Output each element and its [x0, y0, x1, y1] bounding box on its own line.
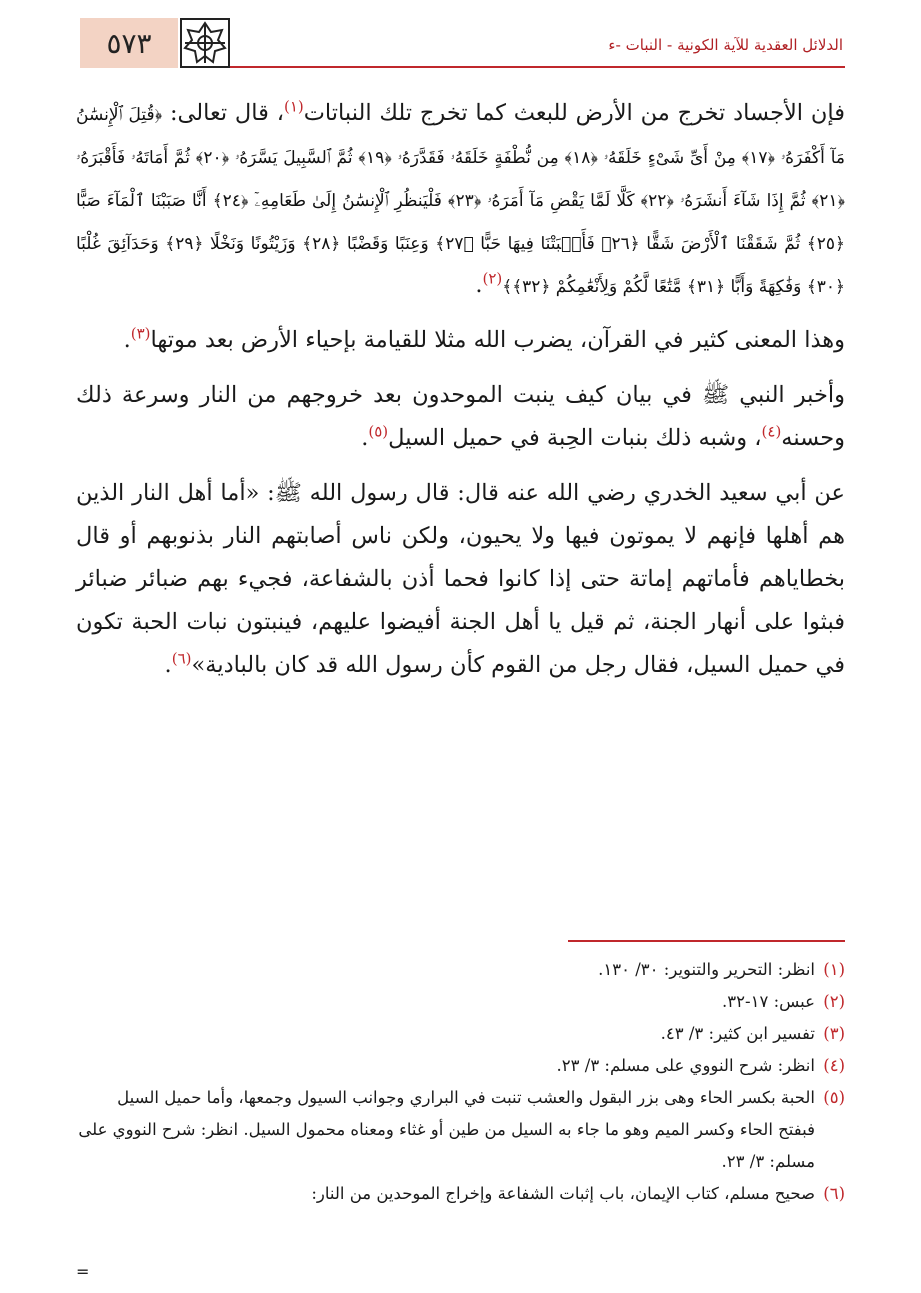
- header-divider: [230, 66, 845, 68]
- footnote-text: عبس: ١٧-٣٢.: [722, 992, 815, 1011]
- footnote-number: (٢): [823, 992, 845, 1011]
- main-text: [76, 92, 845, 699]
- paragraph-text: وأخبر النبي ﷺ في بيان كيف ينبت الموحدون بعد خروجهم من النار وسرعة ذلك وحسنه: [76, 382, 845, 451]
- footnote-number: (٣): [823, 1024, 845, 1043]
- paragraph-text: .: [361, 425, 369, 451]
- page-header: [0, 0, 921, 80]
- footnote-number: (٦): [823, 1184, 845, 1203]
- footnote-ref: (٢): [482, 269, 503, 288]
- footnote: [76, 1018, 845, 1050]
- footnote-divider: [568, 940, 845, 942]
- footnote: [76, 954, 845, 986]
- quran-verse: ﴿قُتِلَ ٱلْإِنسَٰنُ مَآ أَكْفَرَهُۥ ﴿١٧﴾ مِنْ أَىِّ شَىْءٍ خَلَقَهُۥ ﴿١٨﴾ مِن نُّطْفَةٍ خَلَقَهُۥ فَقَدَّرَهُۥ ﴿١٩﴾ ثُمَّ ٱلسَّبِيلَ يَسَّرَهُۥ ﴿٢٠﴾ ثُمَّ أَمَاتَهُۥ فَأَقْبَرَهُۥ ﴿٢١﴾ ثُمَّ إِذَا شَآءَ أَنشَرَهُۥ ﴿٢٢﴾ كَلَّا لَمَّا يَقْضِ مَآ أَمَرَهُۥ ﴿٢٣﴾ فَلْيَنظُرِ ٱلْإِنسَٰنُ إِلَىٰ طَعَامِهِۦٓ ﴿٢٤﴾ أَنَّا صَبَبْنَا ٱلْمَآءَ صَبًّا ﴿٢٥﴾ ثُمَّ شَقَقْنَا ٱلْأَرْضَ شَقًّا ﴿٢٦﴾ فَأَنۢبَتْنَا فِيهَا حَبًّا ﴿٢٧﴾ وَعِنَبًا وَقَضْبًا ﴿٢٨﴾ وَزَيْتُونًا وَنَخْلًا ﴿٢٩﴾ وَحَدَآئِقَ غُلْبًا ﴿٣٠﴾ وَفَٰكِهَةً وَأَبًّا ﴿٣١﴾ مَّتَٰعًا لَّكُمْ وَلِأَنْعَٰمِكُمْ ﴿٣٢﴾﴾: [76, 105, 846, 297]
- footnote-ref: (٦): [171, 649, 192, 668]
- paragraph-text: .: [123, 327, 131, 353]
- ornament-icon: [180, 18, 230, 68]
- paragraph: [76, 319, 845, 362]
- footnote-number: (٥): [823, 1088, 845, 1107]
- footnote: [76, 986, 845, 1018]
- footnotes: [76, 954, 845, 1210]
- paragraph-text: ، قال تعالى:: [162, 100, 284, 126]
- paragraph-text: .: [164, 652, 172, 678]
- footnote-text: صحيح مسلم، كتاب الإيمان، باب إثبات الشفاعة وإخراج الموحدين من النار:: [311, 1184, 815, 1203]
- footnote-text: الحبة بكسر الحاء وهى بزر البقول والعشب تنبت في البراري وجوانب السيول وجمعها، وأما حميل السيل فبفتح الحاء وكسر الميم وهو ما جاء به السيل من طين أو غثاء ومعناه محمول السيل. انظر: شرح النووي على مسلم: ٣/ ٢٣.: [78, 1088, 815, 1171]
- continuation-mark: =: [76, 1262, 90, 1281]
- paragraph: [76, 472, 845, 687]
- paragraph-text: وهذا المعنى كثير في القرآن، يضرب الله مثلا للقيامة بإحياء الأرض بعد موتها: [150, 327, 845, 353]
- paragraph-text: عن أبي سعيد الخدري رضي الله عنه قال: قال رسول الله ﷺ: «أما أهل النار الذين هم أهلها فإنهم لا يموتون فيها ولا يحيون، ولكن ناس أصابتهم النار بذنوبهم أو قال بخطاياهم فأماتهم إماتة حتى إذا كانوا فحما أذن بالشفاعة، فجيء بهم ضبائر ضبائر فبثوا على أنهار الجنة، ثم قيل يا أهل الجنة أفيضوا عليهم، فينبتون نبات الحبة تكون في حميل السيل، فقال رجل من القوم كأن رسول الله قد كان بالبادية»: [76, 480, 845, 678]
- paragraph-text: .: [475, 272, 483, 298]
- footnote: [76, 1082, 845, 1178]
- paragraph: [76, 374, 845, 460]
- footnote-text: انظر: شرح النووي على مسلم: ٣/ ٢٣.: [556, 1056, 815, 1075]
- footnote: [76, 1178, 845, 1210]
- footnote-text: انظر: التحرير والتنوير: ٣٠/ ١٣٠.: [598, 960, 815, 979]
- paragraph-text: فإن الأجساد تخرج من الأرض للبعث كما تخرج تلك النباتات: [303, 100, 845, 126]
- footnote-ref: (١): [283, 97, 304, 116]
- header-title: الدلائل العقدية للآية الكونية - النبات -ء: [608, 36, 843, 54]
- page-number: ٥٧٣: [80, 18, 178, 68]
- footnote-number: (١): [823, 960, 845, 979]
- footnote: [76, 1050, 845, 1082]
- paragraph: [76, 92, 845, 307]
- footnote-ref: (٣): [130, 324, 151, 343]
- footnote-text: تفسير ابن كثير: ٣/ ٤٣.: [660, 1024, 815, 1043]
- footnote-ref: (٤): [761, 422, 782, 441]
- footnote-ref: (٥): [368, 422, 389, 441]
- paragraph-text: ، وشبه ذلك بنبات الحِبة في حميل السيل: [388, 425, 762, 451]
- footnote-number: (٤): [823, 1056, 845, 1075]
